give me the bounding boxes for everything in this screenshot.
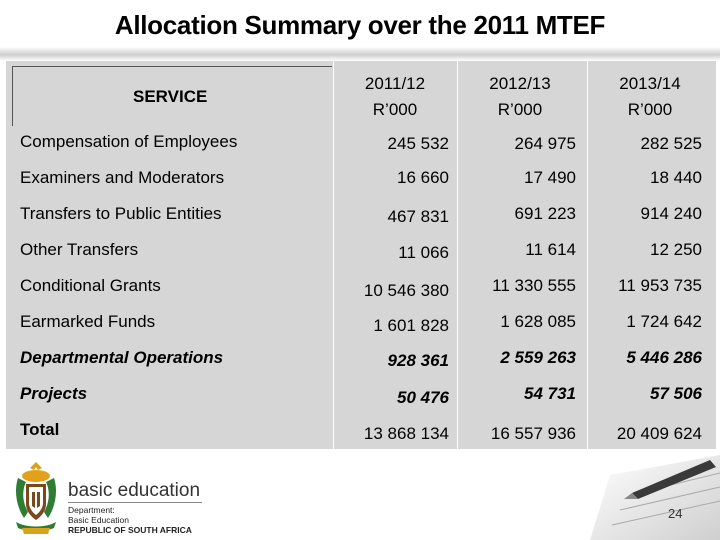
row-label-earmarked-funds: Earmarked Funds [20,312,156,331]
cell-value: 54 731 [524,384,576,403]
cell-value: 282 525 [640,134,702,153]
title-underline [0,47,720,61]
cell-value: 11 330 555 [492,276,576,295]
cell-value: 16 557 936 [490,424,576,443]
unit-label: R’000 [372,100,418,119]
cell-value: 16 660 [397,168,449,187]
cell-value: 1 601 828 [373,316,449,335]
row-label-examiners: Examiners and Moderators [20,168,225,187]
country-name: REPUBLIC OF SOUTH AFRICA [68,525,192,535]
cell-value: 11 614 [525,240,576,259]
unit-label: R’000 [627,100,673,119]
department-block [68,505,192,535]
year-header-2012 [458,71,582,123]
dept-label: Department: [68,505,115,515]
dept-name: Basic Education [68,515,129,525]
slide-title: Allocation Summary over the 2011 MTEF [114,10,606,40]
cell-value: 1 628 085 [500,312,576,331]
year-label: 2012/13 [489,74,551,93]
cell-value: 245 532 [387,134,449,153]
row-label-other-transfers: Other Transfers [20,240,139,259]
page-number: 24 [668,506,683,521]
cell-value: 11 953 735 [618,276,702,295]
pen-on-paper-icon [590,455,720,540]
row-label-total: Total [20,420,60,439]
cell-value: 18 440 [650,168,702,187]
year-header-2011 [333,71,457,123]
cell-value: 17 490 [524,168,576,187]
service-header: SERVICE [133,87,208,106]
cell-value: 928 361 [387,351,449,370]
cell-value: 264 975 [514,134,576,153]
row-label-conditional-grants: Conditional Grants [20,276,161,295]
cell-value: 50 476 [397,388,449,407]
cell-value: 1 724 642 [626,312,702,331]
year-label: 2011/12 [364,74,426,93]
cell-value: 12 250 [650,240,702,259]
cell-value: 914 240 [640,204,702,223]
cell-value: 691 223 [514,204,576,223]
row-label-projects: Projects [20,384,88,403]
brand-divider [68,502,202,503]
cell-value: 13 868 134 [363,424,449,443]
brand-name: basic education [68,480,201,501]
row-label-compensation: Compensation of Employees [20,132,238,151]
row-label-departmental-operations: Departmental Operations [20,348,224,367]
cell-value: 11 066 [398,243,449,262]
row-label-transfers-public: Transfers to Public Entities [20,204,222,223]
cell-value: 57 506 [650,384,702,403]
cell-value: 467 831 [387,207,449,226]
unit-label: R’000 [497,100,543,119]
cell-value: 2 559 263 [500,348,576,367]
year-label: 2013/14 [619,74,681,93]
year-header-2013 [588,71,712,123]
cell-value: 20 409 624 [616,424,702,443]
cell-value: 10 546 380 [363,281,449,300]
cell-value: 5 446 286 [626,348,702,367]
